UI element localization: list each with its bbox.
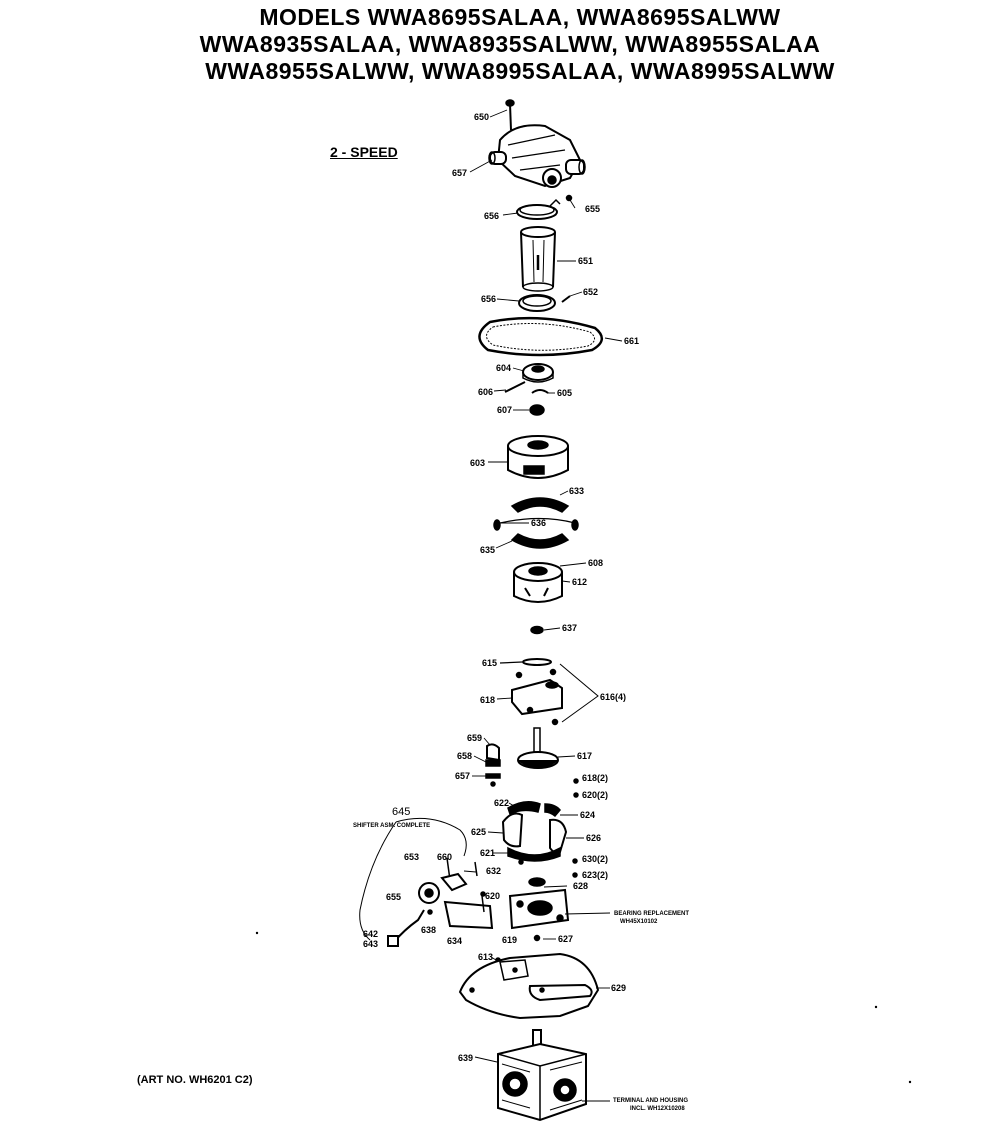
callout-639: 639 — [458, 1053, 474, 1063]
hose-clamp-upper-part — [517, 200, 560, 219]
callout-628: 628 — [573, 881, 589, 891]
drive-belt-part — [479, 318, 601, 355]
speck-mark — [875, 1006, 877, 1008]
callout-650: 650 — [474, 112, 490, 122]
callout-625: 625 — [471, 827, 487, 837]
callout-619: 619 — [502, 935, 518, 945]
art-number: (ART NO. WH6201 C2) — [137, 1074, 253, 1086]
motor-part — [498, 1030, 586, 1120]
callout-620-2: 620(2) — [582, 790, 609, 800]
bearing-part-number: WH45X10102 — [620, 919, 658, 925]
callout-651: 651 — [578, 256, 594, 266]
clutch-drum-part — [508, 436, 568, 478]
callout-622: 622 — [494, 798, 510, 808]
pulley-part — [505, 364, 553, 415]
hose-clamp-lower-part — [519, 295, 570, 311]
callout-657: 657 — [452, 168, 468, 178]
callout-605: 605 — [557, 388, 573, 398]
callout-637: 637 — [562, 623, 578, 633]
callout-661: 661 — [624, 336, 640, 346]
callout-635: 635 — [480, 545, 496, 555]
callout-618-2: 618(2) — [582, 773, 609, 783]
terminal-housing-note: TERMINAL AND HOUSING — [613, 1098, 688, 1104]
callout-643: 643 — [363, 939, 379, 949]
callout-613: 613 — [478, 952, 494, 962]
callout-626: 626 — [586, 833, 602, 843]
callout-612: 612 — [572, 577, 588, 587]
callout-617: 617 — [577, 751, 593, 761]
shifter-shoe-assembly-part — [503, 802, 577, 877]
callout-624: 624 — [580, 810, 596, 820]
clutch-hub-part — [514, 563, 562, 602]
callout-607: 607 — [497, 405, 513, 415]
callout-658: 658 — [457, 751, 473, 761]
callout-657-lower: 657 — [455, 771, 471, 781]
callout-630-2: 630(2) — [582, 854, 609, 864]
brake-pad-part — [500, 659, 598, 725]
callout-659: 659 — [467, 733, 483, 743]
gear-case-cover-part — [460, 954, 598, 1018]
pump-hose-part — [521, 227, 555, 291]
speed-label: 2 - SPEED — [330, 144, 398, 160]
callout-638: 638 — [421, 925, 437, 935]
models-title-line-2: WWA8935SALAA, WWA8935SALWW, WWA8955SALAA — [199, 31, 821, 57]
callout-627: 627 — [558, 934, 574, 944]
washer-part — [531, 627, 543, 634]
callout-608: 608 — [588, 558, 604, 568]
callout-603: 603 — [470, 458, 486, 468]
shifter-assembly-note: SHIFTER ASM. COMPLETE — [353, 823, 431, 829]
terminal-part-number: INCL. WH12X10208 — [630, 1106, 685, 1112]
callout-616-4: 616(4) — [600, 692, 627, 702]
callout-656: 656 — [484, 211, 500, 221]
cam-bracket-part — [486, 744, 500, 786]
callout-606: 606 — [478, 387, 494, 397]
callout-623-2: 623(2) — [582, 870, 609, 880]
models-title-line-3: WWA8955SALWW, WWA8995SALAA, WWA8995SALWW — [205, 58, 835, 84]
speck-mark — [909, 1081, 911, 1083]
screw-part — [574, 779, 578, 783]
callout-620: 620 — [485, 891, 501, 901]
callout-645: 645 — [392, 806, 411, 818]
callout-636: 636 — [531, 518, 547, 528]
callout-653: 653 — [404, 852, 420, 862]
callout-656-lower: 656 — [481, 294, 497, 304]
callout-618: 618 — [480, 695, 496, 705]
callout-655-shifter: 655 — [386, 892, 402, 902]
bearing-replacement-note: BEARING REPLACEMENT — [614, 911, 690, 917]
callout-634: 634 — [447, 936, 463, 946]
callout-660: 660 — [437, 852, 453, 862]
bearing-bracket-part — [510, 878, 568, 941]
callout-633: 633 — [569, 486, 585, 496]
pump-housing-part — [489, 100, 585, 201]
callout-655: 655 — [585, 204, 601, 214]
callout-621: 621 — [480, 848, 496, 858]
models-title-line-1: MODELS WWA8695SALAA, WWA8695SALWW — [259, 4, 781, 30]
callout-629: 629 — [611, 983, 627, 993]
callout-604: 604 — [496, 363, 512, 373]
callout-652: 652 — [583, 287, 599, 297]
brake-rotor-part — [518, 728, 558, 768]
callout-615: 615 — [482, 658, 498, 668]
callout-632: 632 — [486, 866, 502, 876]
speck-mark — [256, 932, 258, 934]
washer-small-part — [574, 793, 578, 797]
callout-642: 642 — [363, 929, 379, 939]
